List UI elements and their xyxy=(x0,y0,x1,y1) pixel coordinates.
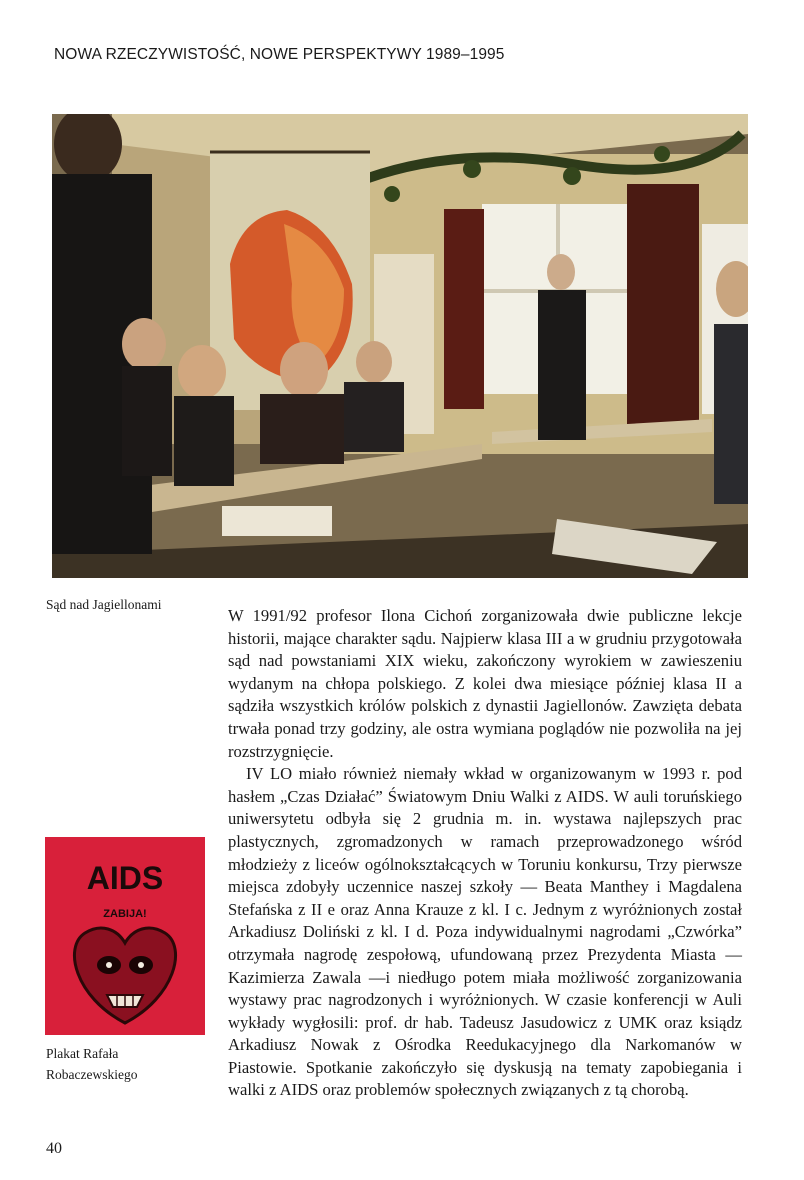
article-paragraph: W 1991/92 profesor Ilona Cichoń zorganizowała dwie publiczne lekcje historii, mające charakter sądu. Najpierw klasa III a w grudniu przygotowała sąd nad powstaniami XIX wieku, zakończony wyrokiem w zawieszeniu wydanym na chłopa polskiego. Z kolei dwa miesiące później klasa II a sądziła wszystkich królów polskich z dynastii Jagiellonów. Zawzięta debata trwała ponad trzy godziny, ale ostra wymiana poglądów nie pozwoliła na jej rozstrzygnięcie. xyxy=(228,606,742,761)
running-header: NOWA RZECZYWISTOŚĆ, NOWE PERSPEKTYWY 1989–1995 xyxy=(54,46,505,63)
classroom-photo xyxy=(52,114,748,578)
article-body xyxy=(228,605,742,1102)
article-paragraph: IV LO miało również niemały wkład w organizowanym w 1993 r. pod hasłem „Czas Działać” Światowym Dniu Walki z AIDS. W auli toruńskiego uniwersytetu odbyła się 2 grudnia m. in. wystawa najlepszych prac plastycznych, zgromadzonych w ramach przeprowadzonego wśród młodzieży z liceów ogólnokształcących w Toruniu konkursu, Trzy pierwsze miejsca zdobyły uczennice naszej szkoły — Beata Manthey i Magdalena Stefańska z II e oraz Anna Krauze z kl. I c. Jednym z wyróżnionych został Arkadiusz Doliński z kl. I d. Poza indywidualnymi nagrodami „Czwórka” otrzymała nagrodę zespołową, ufundowaną przez Prezydenta Miasta — Kazimierza Zawala —i niedługo potem miała możliwość zorganizowania wystawy prac nagrodzonych i wyróżnionych. W czasie konferencji w Auli wykłady wygłosili: prof. dr hab. Tadeusz Jasudowicz z UMK oraz ksiądz Arkadiusz Nowak z Ośrodka Reedukacyjnego dla Narkomanów w Piastowie. Spotkanie zakończyło się dyskusją na tematy zapobiegania i walki z AIDS oraz problemów społecznych związanych z tą chorobą. xyxy=(228,764,742,1100)
aids-poster-image xyxy=(45,837,205,1035)
poster-title: AIDS xyxy=(86,860,164,896)
page-number: 40 xyxy=(46,1140,62,1157)
poster-caption: Plakat Rafała Robaczewskiego xyxy=(46,1046,138,1082)
poster-subtitle: ZABIJA! xyxy=(103,908,147,920)
photo-caption: Sąd nad Jagiellonami xyxy=(46,597,162,612)
